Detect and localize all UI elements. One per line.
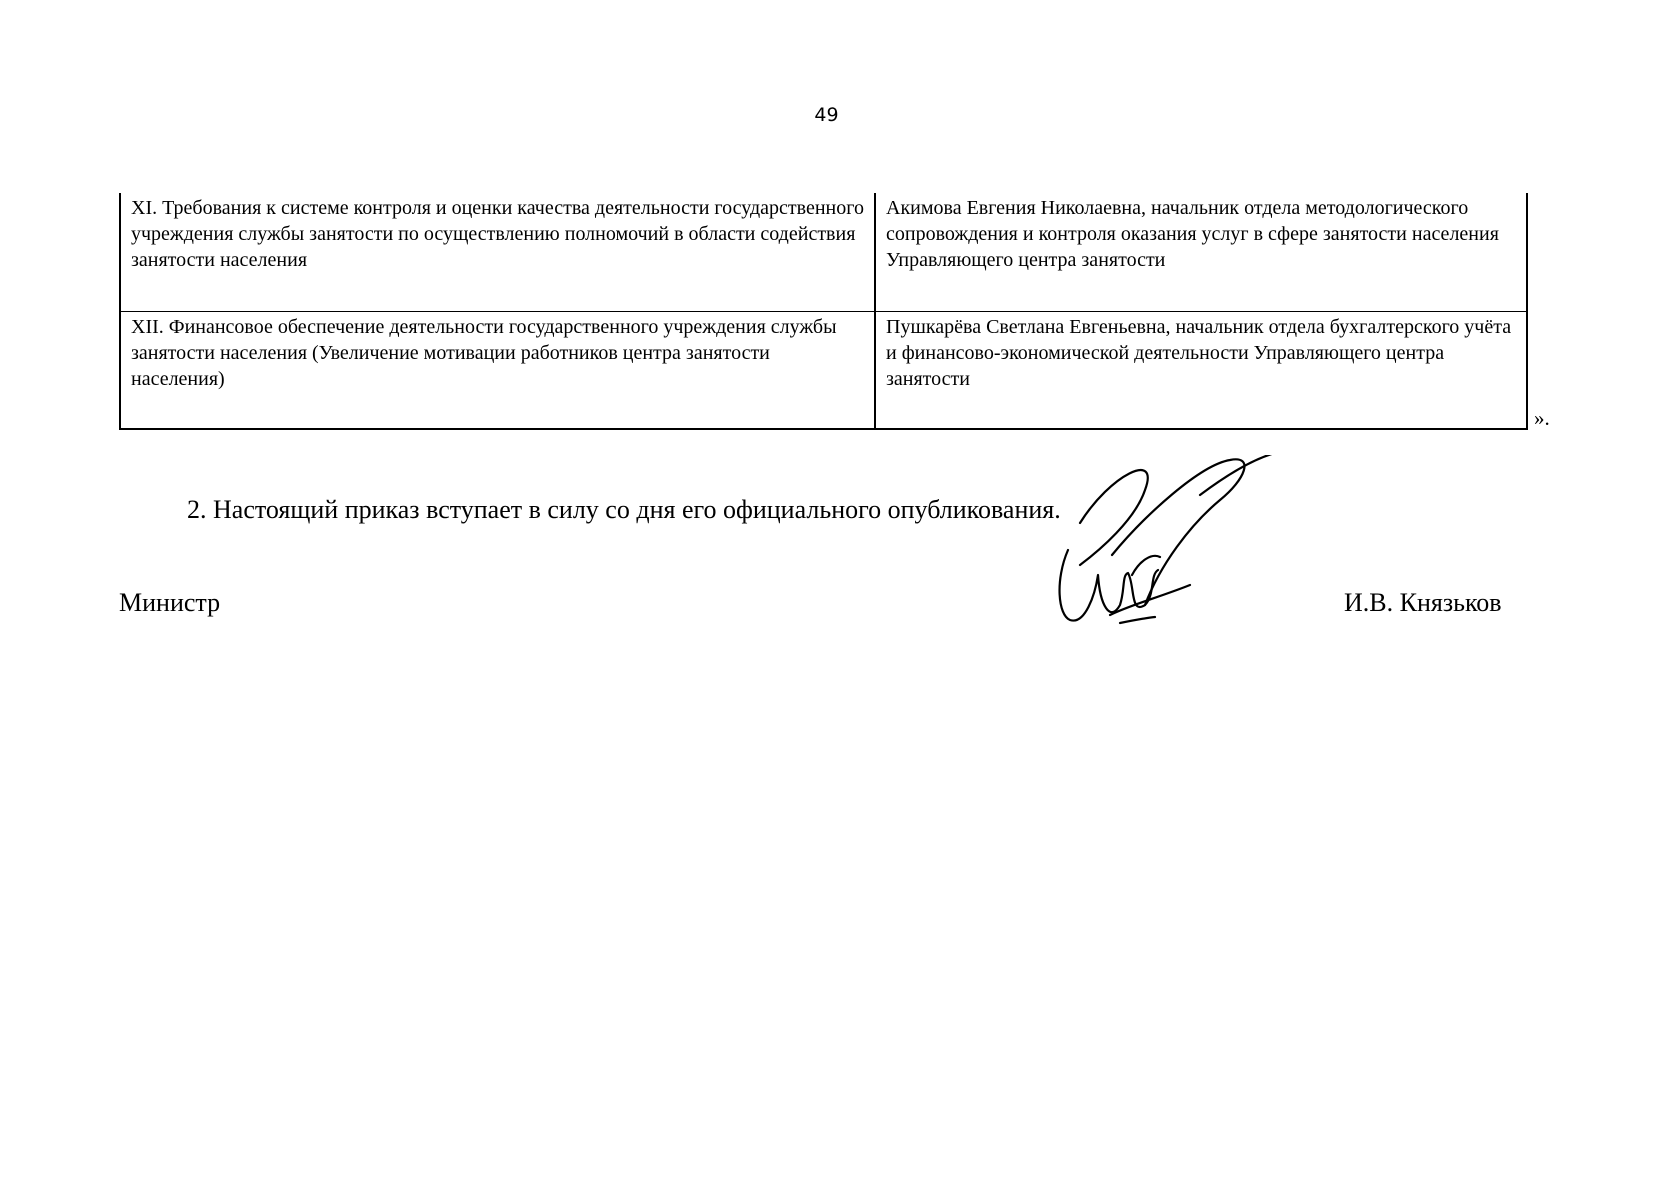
table-row: [120, 312, 1527, 430]
handwritten-signature: [1050, 455, 1290, 630]
responsibility-table: [119, 193, 1528, 430]
position-title: Министр: [119, 588, 221, 617]
closing-quote: ».: [1534, 406, 1550, 430]
responsible-cell: Акимова Евгения Николаевна, начальник отдела методологического сопровождения и контроля оказания услуг в сфере занятости населения Управляющего центра занятости: [875, 193, 1527, 312]
responsible-cell: Пушкарёва Светлана Евгеньевна, начальник отдела бухгалтерского учёта и финансово-экономической деятельности Управляющего центра занятости: [875, 312, 1527, 430]
section-cell: XII. Финансовое обеспечение деятельности государственного учреждения службы занятости населения (Увеличение мотивации работников центра занятости населения): [120, 312, 875, 430]
minister-name: И.В. Князьков: [1344, 588, 1502, 617]
page-number: 49: [814, 104, 839, 126]
effective-date-paragraph: 2. Настоящий приказ вступает в силу со дня его официального опубликования.: [187, 495, 1061, 524]
section-cell: XI. Требования к системе контроля и оценки качества деятельности государственного учреждения службы занятости по осуществлению полномочий в области содействия занятости населения: [120, 193, 875, 312]
table-row: [120, 193, 1527, 312]
